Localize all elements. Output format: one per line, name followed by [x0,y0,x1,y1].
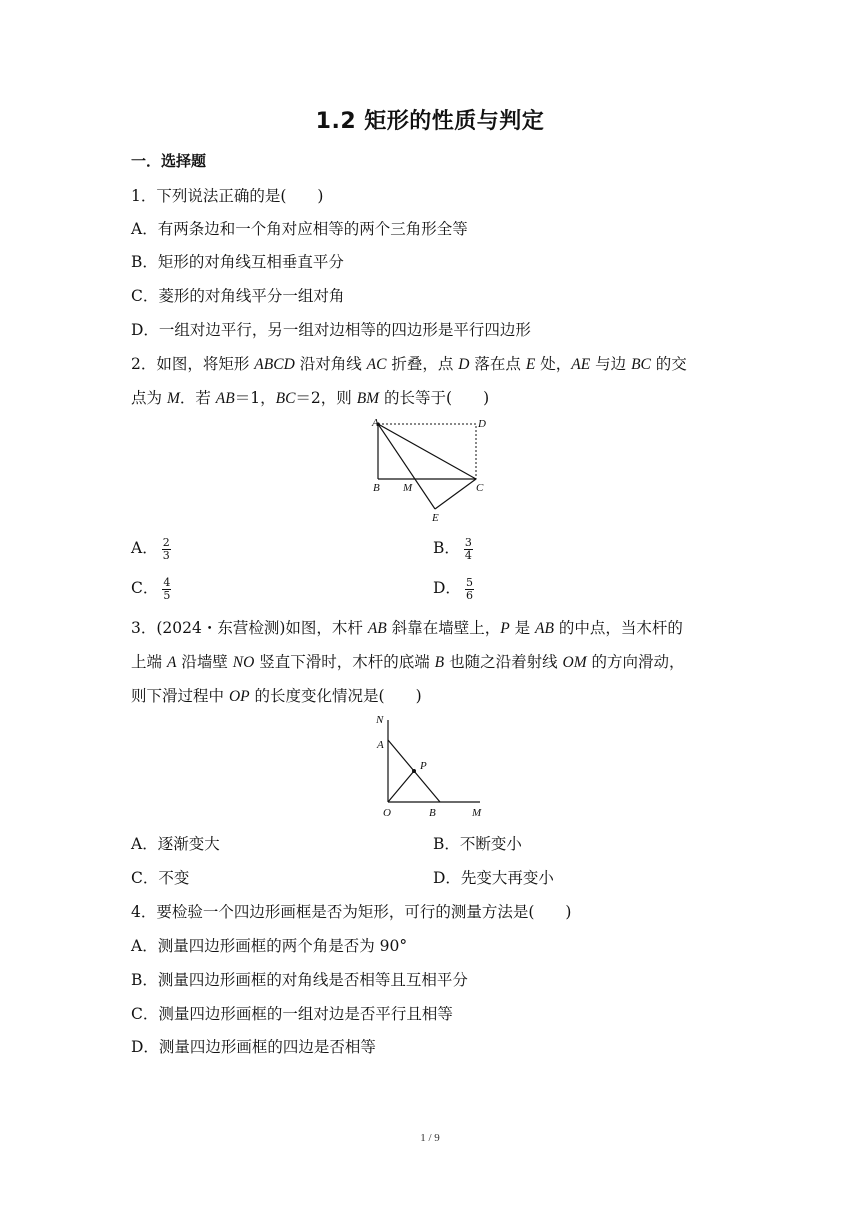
q2-option-c: C． $\frac{4}{5}$ [131,575,171,602]
fraction: $\frac{4}{5}$ [163,575,171,602]
q1-option-c: C．菱形的对角线平分一组对角 [131,287,345,305]
label-p: P [420,760,427,772]
label-m: M [472,807,482,819]
segment-ec [435,479,476,509]
q2-option-b: B． $\frac{3}{4}$ [433,535,472,562]
q2-option-a: A． $\frac{2}{3}$ [131,535,170,562]
q1-stem: 1．下列说法正确的是( ) [131,187,324,205]
label-n: N [376,714,384,726]
q3-stem-line2: 上端 A 沿墙壁 NO 竖直下滑时，木杆的底端 B 也随之沿着射线 OM 的方向滑动， [131,653,685,671]
q4-option-c: C．测量四边形画框的一组对边是否平行且相等 [131,1005,453,1023]
q2-figure [360,414,500,526]
label-a: A [372,417,379,429]
label-b: B [373,482,380,494]
label-e: E [432,512,439,524]
page-number: 1 / 9 [420,1132,440,1144]
q3-option-c: C．不变 [131,869,190,887]
label-o: O [383,807,391,819]
q3-option-b: B．不断变小 [433,835,522,853]
label-d: D [478,418,486,430]
q2-stem-line1: 2．如图，将矩形 ABCD 沿对角线 AC 折叠，点 D 落在点 E 处，AE 与边 BC 的交 [131,355,687,373]
q1-option-d: D．一组对边平行，另一组对边相等的四边形是平行四边形 [131,321,531,339]
label-a: A [377,739,384,751]
fraction: $\frac{3}{4}$ [464,535,472,562]
segment-ae [378,424,435,509]
q4-option-a: A．测量四边形画框的两个角是否为 90° [131,937,408,955]
q3-option-a: A．逐渐变大 [131,835,220,853]
page-title: 1.2 矩形的性质与判定 [315,109,545,134]
q1-option-b: B．矩形的对角线互相垂直平分 [131,253,344,271]
label-c: C [476,482,484,494]
q4-option-d: D．测量四边形画框的四边是否相等 [131,1038,376,1056]
fraction: $\frac{2}{3}$ [162,535,170,562]
point-p [412,769,416,773]
segment-op [388,771,414,802]
q3-stem-line3: 则下滑过程中 OP 的长度变化情况是( ) [131,687,422,705]
q3-stem-line1: 3．(2024・东营检测)如图，木杆 AB 斜靠在墙壁上，P 是 AB 的中点，当木杆的 [131,619,683,637]
fraction: $\frac{5}{6}$ [465,575,473,602]
q2-stem-line2: 点为 M．若 AB＝1，BC＝2，则 BM 的长等于( ) [131,389,490,407]
q4-stem: 4．要检验一个四边形画框是否为矩形，可行的测量方法是( ) [131,903,572,921]
q4-option-b: B．测量四边形画框的对角线是否相等且互相平分 [131,971,468,989]
label-b: B [429,807,436,819]
q3-figure [368,712,492,824]
label-m: M [403,482,413,494]
section-heading: 一．选择题 [131,152,207,170]
q1-option-a: A．有两条边和一个角对应相等的两个三角形全等 [131,220,468,238]
segment-ac [378,424,476,479]
q3-option-d: D．先变大再变小 [433,869,554,887]
q2-option-d: D． $\frac{5}{6}$ [433,575,473,602]
